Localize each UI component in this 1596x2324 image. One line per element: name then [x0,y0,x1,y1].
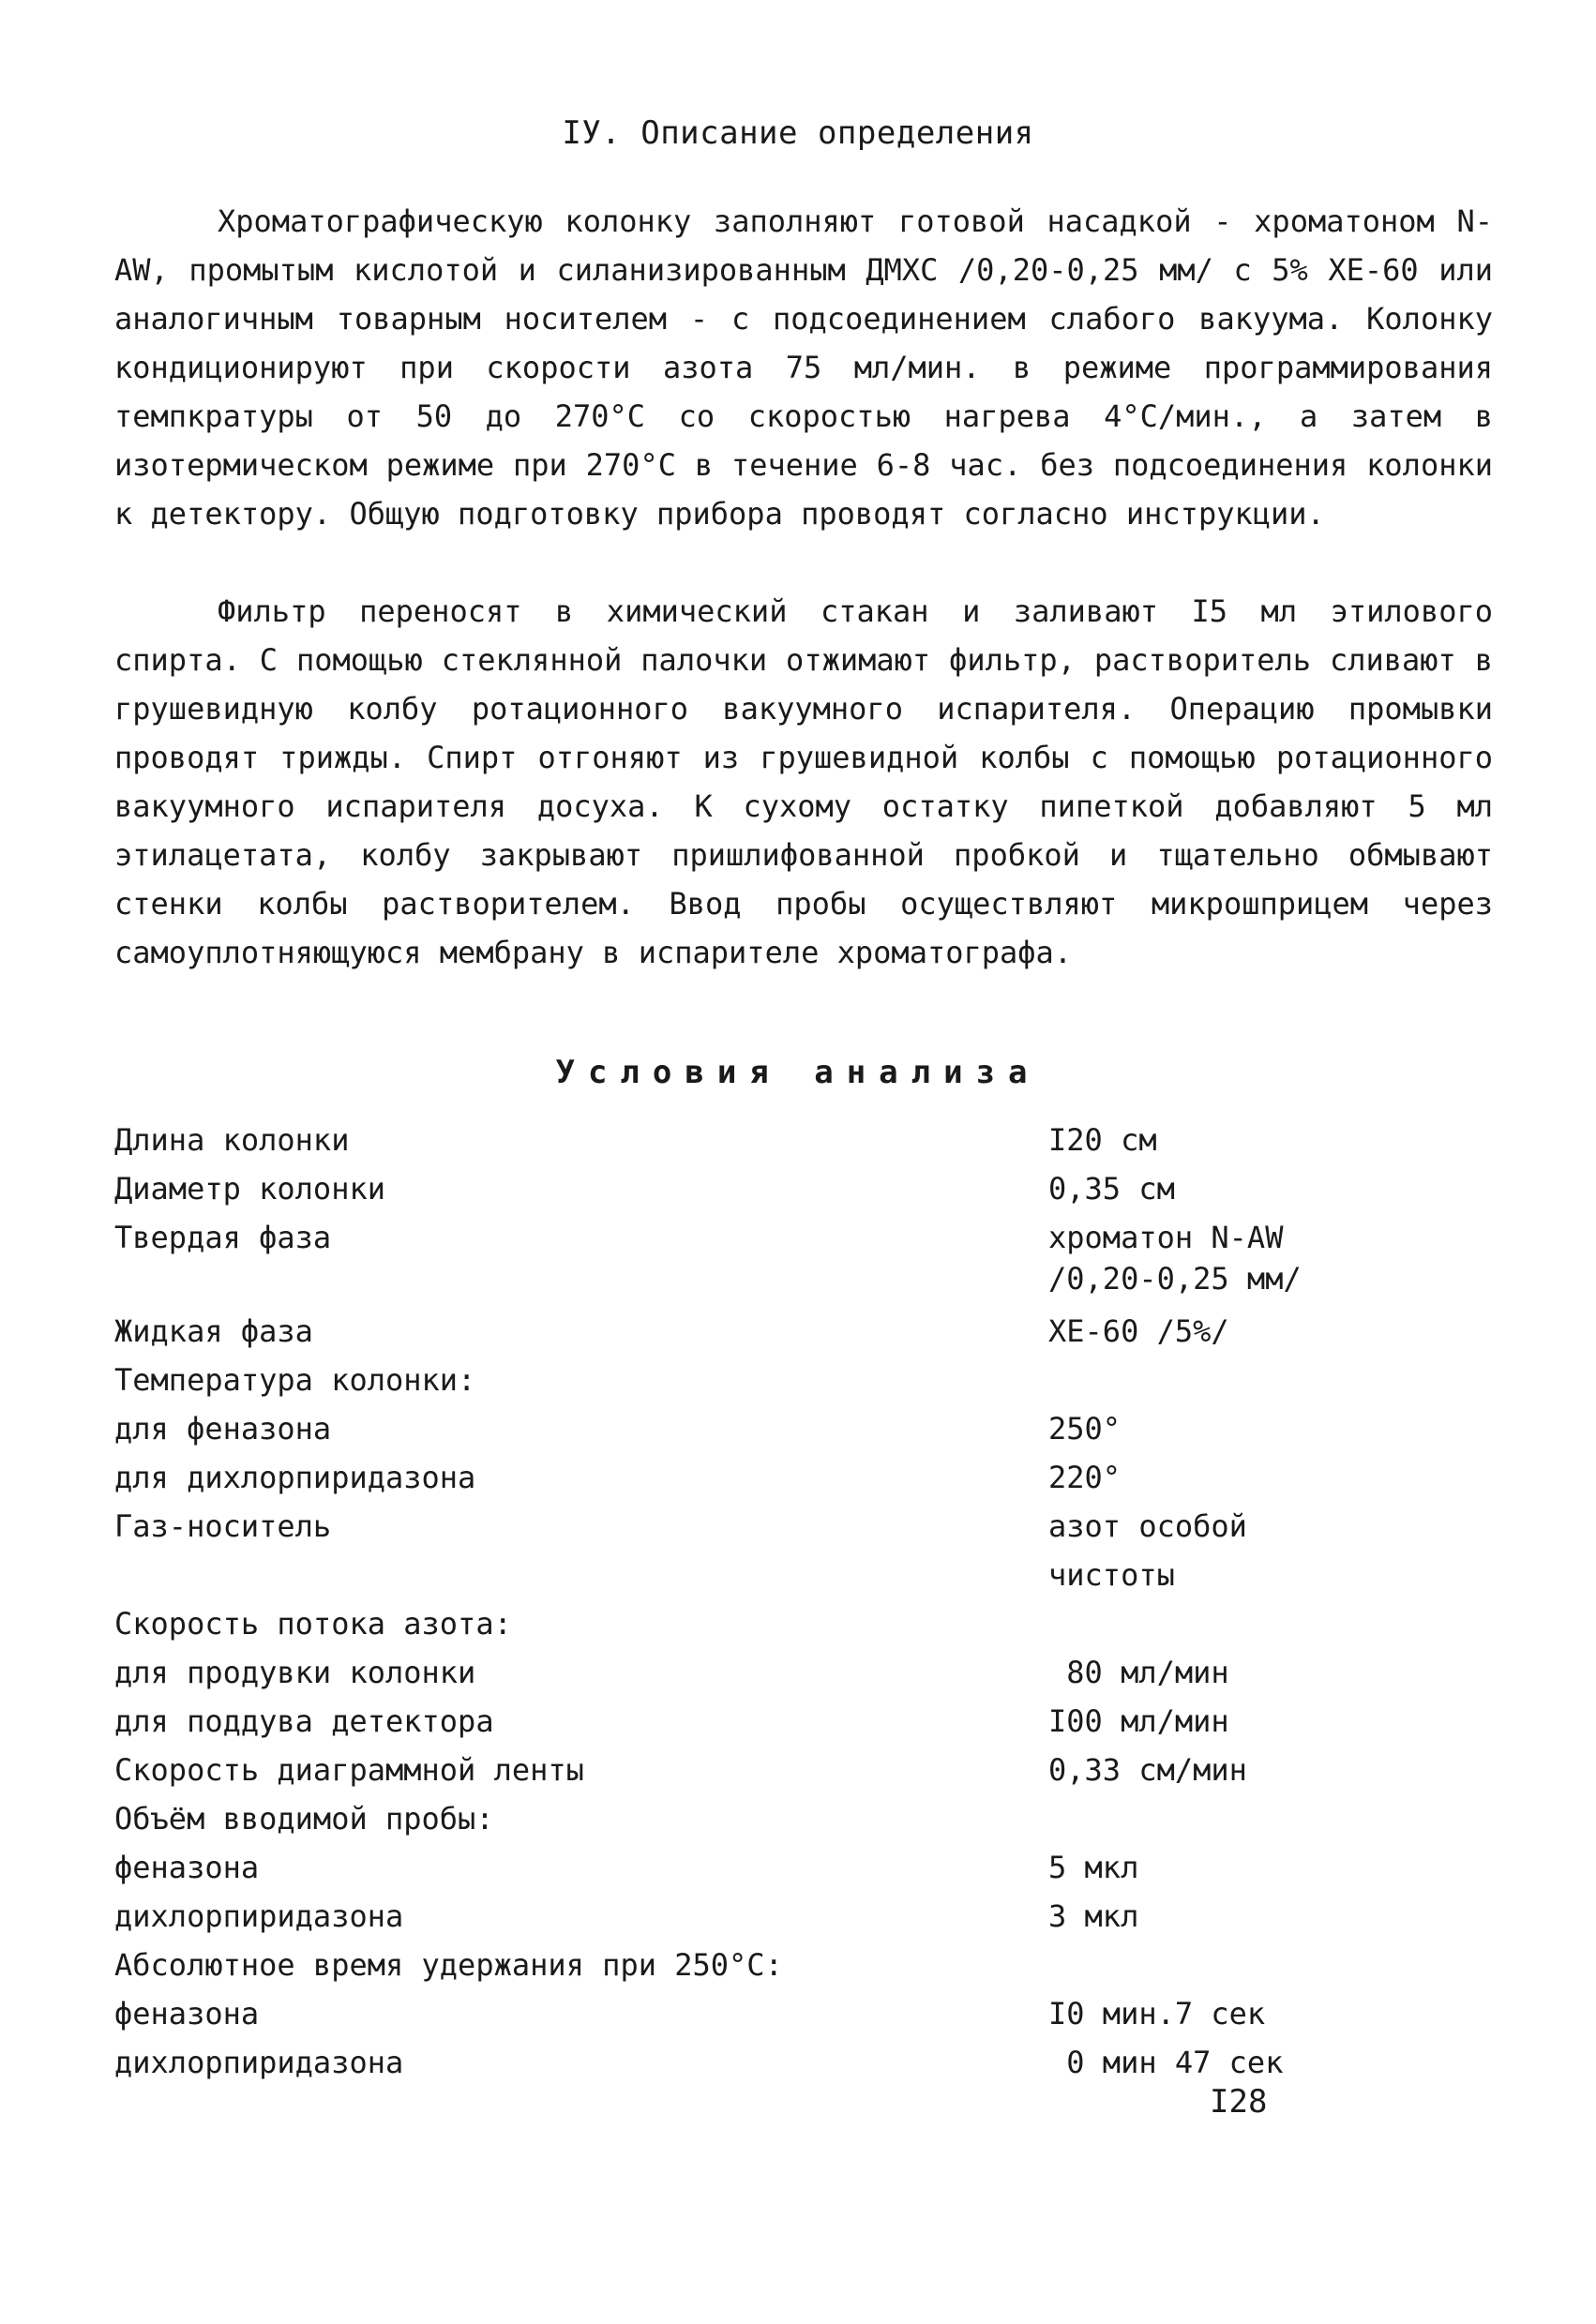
condition-value [1048,1599,1333,1648]
condition-label: Твердая фаза [114,1220,332,1255]
condition-label: для поддува детектора [114,1703,494,1739]
condition-row [114,1892,1333,1941]
condition-label: для дихлорпиридазона [114,1460,476,1495]
condition-row [114,1453,1333,1502]
condition-value: 5 мкл [1048,1850,1139,1885]
condition-label: Жидкая фаза [114,1313,313,1349]
condition-row [114,1307,1333,1356]
condition-row [114,1164,1333,1213]
condition-label: для феназона [114,1411,332,1447]
condition-value: I20 см [1048,1122,1157,1158]
condition-value: 0 мин 47 сек [1048,2045,1284,2080]
condition-label: для продувки колонки [114,1655,476,1690]
condition-row [114,1794,1333,1843]
condition-value [1048,1356,1333,1404]
condition-value: 220° [1048,1460,1122,1495]
condition-row [114,1843,1333,1892]
condition-row [114,1213,1333,1296]
condition-row [114,1697,1333,1746]
condition-row [114,1599,1333,1648]
condition-row [114,1746,1333,1794]
condition-label: Температура колонки: [114,1362,476,1398]
condition-label: Абсолютное время удержания при 250°С: [114,1947,783,1983]
condition-value: 3 мкл [1048,1898,1139,1934]
condition-value: I00 мл/мин [1048,1703,1229,1739]
condition-label: дихлорпиридазона [114,1898,404,1934]
condition-row [114,1941,1333,1989]
condition-value: 0,35 см [1048,1171,1175,1207]
condition-row [114,1989,1333,2038]
paragraph-column-preparation [114,197,1493,538]
condition-label: Диаметр колонки [114,1171,385,1207]
condition-value [1048,1794,1333,1843]
condition-value: 250° [1048,1411,1122,1447]
condition-row [114,1648,1333,1697]
paragraph-sample-preparation-text: Фильтр переносят в химический стакан и заливают I5 мл этилового спирта. С помощью стеклянной палочки отжимают фильтр, растворитель сливают в грушевидную колбу ротационного вакуумного испарителя. Операцию промывки проводят трижды. Спирт отгоняют из грушевидной колбы с помощью ротационного вакуумного испарителя досуха. К сухому остатку пипеткой добавляют 5 мл этилацетата, колбу закрывают пришлифованной пробкой и тщательно обмывают стенки колбы растворителем. Ввод пробы осуществляют микрошприцем через самоуплотняющуюся мембрану в испарителе хроматографа. [114,593,1493,970]
condition-value: ХЕ-60 /5%/ [1048,1313,1229,1349]
condition-label: феназона [114,1996,260,2032]
condition-value: 0,33 см/мин [1048,1752,1247,1788]
condition-value-line-2: /0,20-0,25 мм/ [1048,1261,1302,1297]
page-number: I28 [1210,2083,1268,2121]
condition-label: дихлорпиридазона [114,2045,404,2080]
condition-value-multiline [1048,1213,1333,1296]
condition-row [114,2038,1333,2087]
condition-label: Газ-носитель [114,1508,332,1544]
condition-row [114,1404,1333,1453]
condition-value: хроматон N-AW [1048,1220,1284,1255]
paragraph-column-preparation-text: Хроматографическую колонку заполняют готовой насадкой - хроматоном N-AW, промытым кислотой и силанизированным ДМХС /0,20-0,25 мм/ с 5% ХЕ-60 или аналогичным товарным носителем - с подсоединением слабого вакуума. Колонку кондиционируют при скорости азота 75 мл/мин. в режиме программирования темпкратуры от 50 до 270°С со скоростью нагрева 4°С/мин., а затем в изотермическом режиме при 270°С в течение 6-8 час. без подсоединения колонки к детектору. Общую подготовку прибора проводят согласно инструкции. [114,203,1493,532]
condition-row [114,1356,1333,1404]
condition-label: Скорость диаграммной ленты [114,1752,584,1788]
condition-value: 80 мл/мин [1048,1655,1229,1690]
condition-value [1048,1941,1333,1989]
condition-value: I0 мин.7 сек [1048,1996,1266,2032]
condition-label: Объём вводимой пробы: [114,1801,494,1837]
paragraph-sample-preparation [114,587,1493,977]
section-heading: IУ. Описание определения [562,114,1034,152]
condition-row [114,1116,1333,1164]
conditions-table [114,1116,1333,2087]
condition-row [114,1502,1333,1599]
condition-label: Длина колонки [114,1122,350,1158]
condition-label: феназона [114,1850,260,1885]
condition-value: азот особой чистоты [1048,1508,1247,1593]
condition-label: Скорость потока азота: [114,1606,512,1642]
conditions-title: Условия анализа [555,1054,1041,1091]
